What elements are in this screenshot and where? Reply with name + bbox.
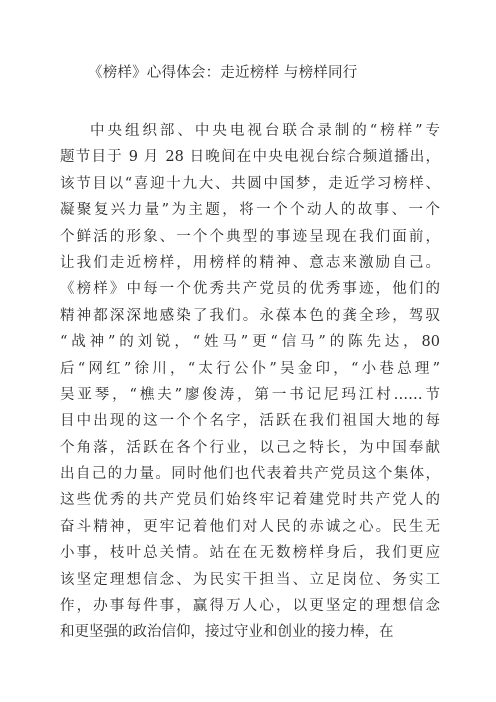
paragraph-line: “战神”的刘锐，“姓马”更“信马”的陈先达，80 [60,334,440,351]
paragraph-line: 凝聚复兴力量”为主题，将一个个动人的故事、一个 [60,202,440,219]
paragraph-line: 该节目以“喜迎十九大、共圆中国梦，走近学习榜样、 [60,175,440,192]
document-body [60,118,440,646]
paragraph-line: 让我们走近榜样，用榜样的精神、意志来激励自己。 [60,254,440,271]
document-title: 《榜样》心得体会：走近榜样 与榜样同行 [88,65,358,81]
paragraph-line: 个鲜活的形象、一个个典型的事迹呈现在我们面前， [60,228,440,245]
paragraph-line: 这些优秀的共产党员们始终牢记着建党时共产党人的 [60,492,440,509]
paragraph-line: 题节目于 9 月 28 日晚间在中央电视台综合频道播出， [60,149,440,166]
paragraph-line: 目中出现的这一个个名字，活跃在我们祖国大地的每 [60,413,440,430]
paragraph-line: 个角落，活跃在各个行业，以己之特长，为中国奉献 [60,439,440,456]
paragraph-line: 中央组织部、中央电视台联合录制的“榜样”专 [90,123,440,139]
paragraph-line: 作，办事每件事，赢得万人心，以更坚定的理想信念 [60,598,440,615]
paragraph-line: 吴亚琴，“樵夫”廖俊涛，第一书记尼玛江村……节 [60,386,440,403]
paragraph-line: 《榜样》中每一个优秀共产党员的优秀事迹，他们的 [60,281,440,298]
paragraph-line: 后“网红”徐川，“太行公仆”吴金印，“小巷总理” [60,360,440,377]
paragraph-line: 精神都深深地感染了我们。永葆本色的龚全珍，驾驭 [60,307,440,324]
paragraph-line: 小事，枝叶总关情。站在在无数榜样身后，我们更应 [60,545,440,562]
paragraph-line: 和更坚强的政治信仰，接过守业和创业的接力棒，在 [60,624,394,641]
paragraph-line: 出自己的力量。同时他们也代表着共产党员这个集体， [60,466,440,483]
paragraph-line: 奋斗精神，更牢记着他们对人民的赤诚之心。民生无 [60,518,440,535]
paragraph-line: 该坚定理想信念、为民实干担当、立足岗位、务实工 [60,571,440,588]
